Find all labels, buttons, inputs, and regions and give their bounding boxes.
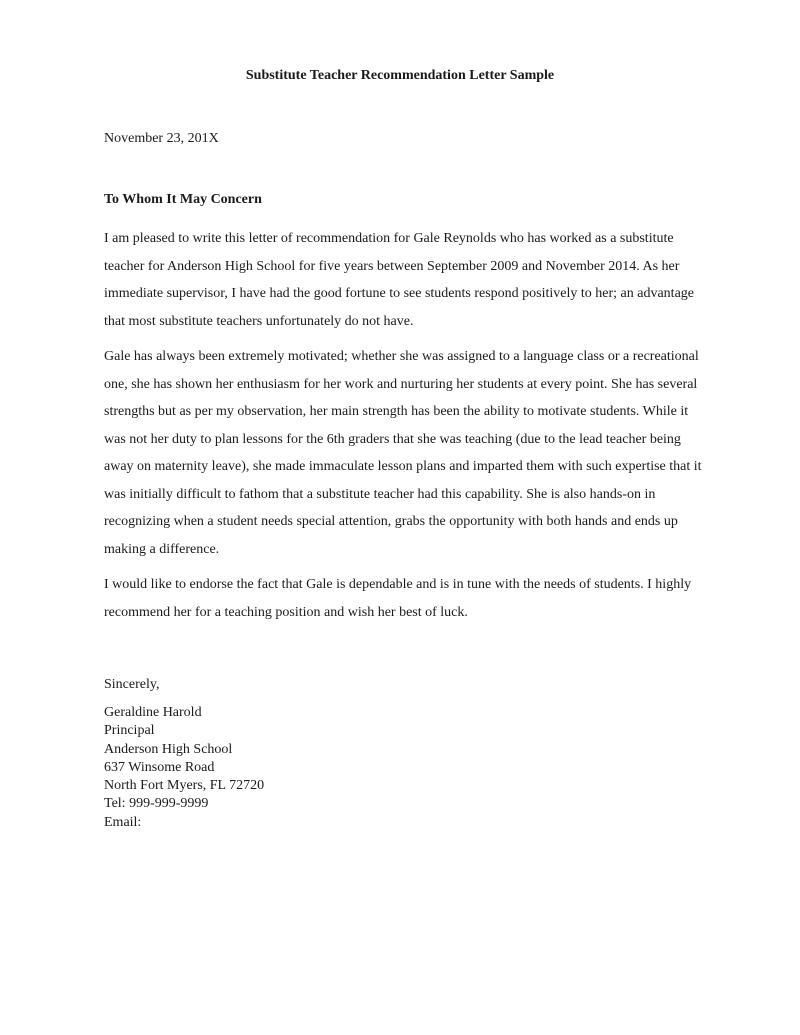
letter-body xyxy=(104,225,704,634)
signer-phone: Tel: 999-999-9999 xyxy=(104,796,209,812)
signer-name: Geraldine Harold xyxy=(104,705,202,720)
signer-city: North Fort Myers, FL 72720 xyxy=(104,778,265,794)
closing: Sincerely, xyxy=(104,677,160,692)
signer-school: Anderson High School xyxy=(104,741,233,757)
document-title: Substitute Teacher Recommendation Letter Sample xyxy=(245,68,555,83)
salutation: To Whom It May Concern xyxy=(104,192,262,207)
signature-block xyxy=(104,704,264,832)
letter-date: November 23, 201X xyxy=(104,131,219,146)
body-paragraph-3: I would like to endorse the fact that Gale is dependable and is in tune with the needs of students. I highly recommend her for a teaching position and wish her best of luck. xyxy=(104,577,692,620)
body-paragraph-1: I am pleased to write this letter of recommendation for Gale Reynolds who has worked as a substitute teacher for Anderson High School for five years between September 2009 and November 2014. As her immediate supervisor, I have had the good fortune to see students respond positively to her; an advantage that most substitute teachers unfortunately do not have. xyxy=(104,231,695,329)
body-paragraph-2: Gale has always been extremely motivated; whether she was assigned to a language class or a recreational one, she has shown her enthusiasm for her work and nurturing her students at every point. She has several strengths but as per my observation, her main strength has been the ability to motivate students. While it was not her duty to plan lessons for the 6th graders that she was teaching (due to the lead teacher being away on maternity leave), she made immaculate lesson plans and imparted them with such expertise that it was initially difficult to fathom that a substitute teacher had this capability. She is also hands-on in recognizing when a student needs special attention, grabs the opportunity with both hands and ends up making a difference. xyxy=(104,349,702,557)
signer-email: Email: xyxy=(104,814,142,830)
signer-street: 637 Winsome Road xyxy=(104,759,215,775)
signer-position: Principal xyxy=(104,723,155,739)
